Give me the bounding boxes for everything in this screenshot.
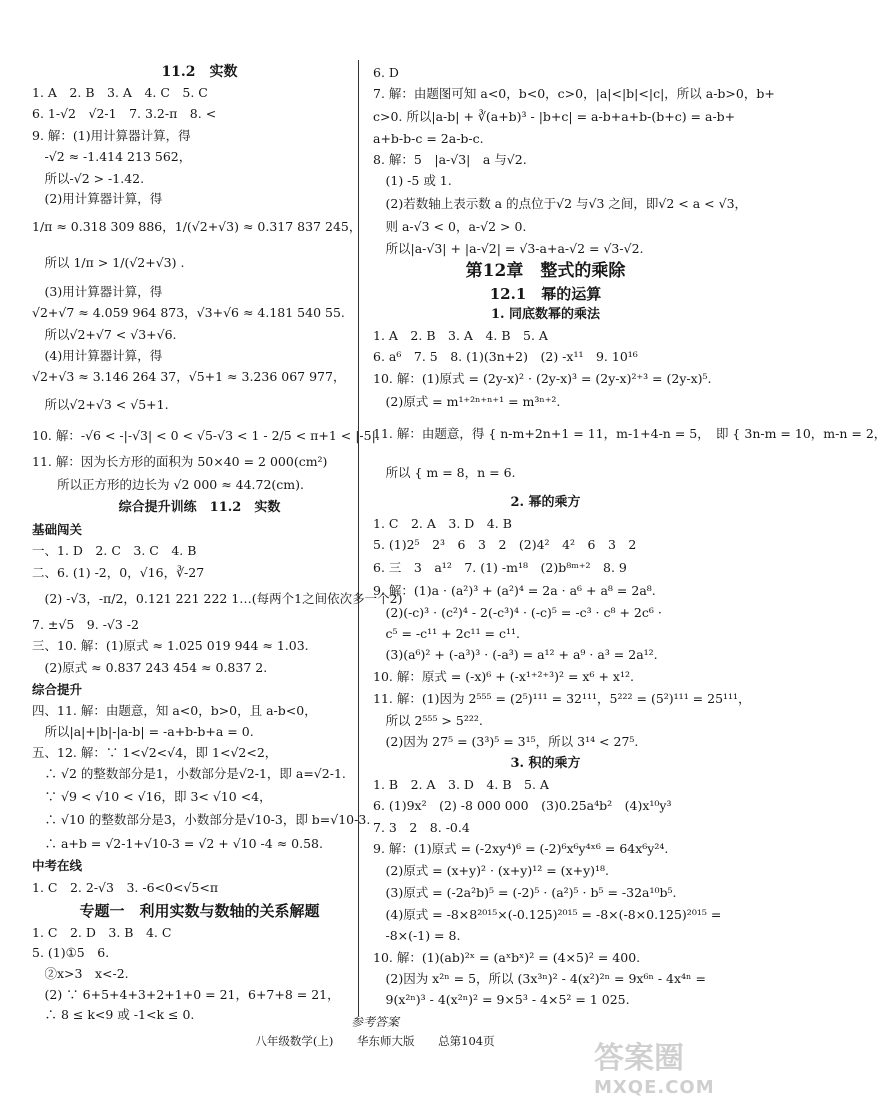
left-line: 专题一 利用实数与数轴的关系解题 bbox=[79, 902, 320, 920]
right-line: 6. (1)9x² (2) -8 000 000 (3)0.25a⁴b² (4)x¹⁰y³ bbox=[373, 798, 672, 813]
right-line: 第12章 整式的乘除 bbox=[465, 261, 626, 281]
right-line: (2)若数轴上表示数 a 的点位于√2 与√3 之间，即√2 < a < √3， bbox=[373, 196, 748, 211]
right-line: 所以|a-√3| + |a-√2| = √3-a+a-√2 = √3-√2. bbox=[373, 241, 644, 256]
right-line: 3. 积的乘方 bbox=[510, 756, 581, 771]
left-line: 所以|a|+|b|-|a-b| = -a+b-b+a = 0. bbox=[32, 724, 254, 739]
right-line: 6. 三 3 a¹² 7. (1) -m¹⁸ (2)b⁸ᵐ⁺² 8. 9 bbox=[373, 560, 627, 575]
right-line: c>0. 所以|a-b| + ∛(a+b)³ - |b+c| = a-b+a+b-(b+c) = a-b+ bbox=[373, 109, 736, 124]
watermark-logo bbox=[594, 1033, 744, 1098]
right-line: (2)原式 = (x+y)² · (x+y)¹² = (x+y)¹⁸. bbox=[373, 863, 610, 878]
left-line: 11. 解：因为长方形的面积为 50×40 = 2 000(cm²) bbox=[32, 454, 328, 469]
left-line: 9. 解：(1)用计算器计算，得 bbox=[32, 128, 191, 143]
right-line: (3)(a⁶)² + (-a³)³ · (-a³) = a¹² + a⁹ · a³ = 2a¹². bbox=[373, 647, 658, 662]
right-line: 10. 解：(1)(ab)²ˣ = (aˣbˣ)² = (4×5)² = 400. bbox=[373, 950, 641, 965]
left-line: √2+√3 ≈ 3.146 264 37，√5+1 ≈ 3.236 067 977， bbox=[32, 369, 346, 384]
left-line: 1. C 2. D 3. B 4. C bbox=[32, 925, 172, 940]
right-line: -8×(-1) = 8. bbox=[373, 928, 461, 943]
left-line: 10. 解：-√6 < -|-√3| < 0 < √5-√3 < 1 - 2/5 < π+1 < |-5|. bbox=[32, 428, 380, 443]
left-line: ∴ 8 ≤ k<9 或 -1<k ≤ 0. bbox=[32, 1007, 195, 1022]
left-line: 5. (1)①5 6. bbox=[32, 945, 110, 960]
left-line: ∴ √2 的整数部分是1，小数部分是√2-1，即 a=√2-1. bbox=[32, 766, 346, 781]
left-line: 所以-√2 > -1.42. bbox=[32, 171, 145, 186]
right-line: 6. a⁶ 7. 5 8. (1)(3n+2) (2) -x¹¹ 9. 10¹⁶ bbox=[373, 349, 638, 364]
left-line: 6. 1-√2 √2-1 7. 3.2-π 8. < bbox=[32, 106, 217, 121]
left-line: (2) -√3，-π/2，0.121 221 222 1…(每两个1之间依次多一个2) bbox=[32, 591, 403, 606]
left-line: 综合提升训练 11.2 实数 bbox=[118, 500, 281, 515]
left-line: 一、1. D 2. C 3. C 4. B bbox=[32, 543, 197, 558]
watermark-line1: 答案圈 bbox=[594, 1041, 684, 1076]
right-line: 2. 幂的乘方 bbox=[510, 495, 581, 510]
left-line: 四、11. 解：由题意，知 a<0，b>0，且 a-b<0， bbox=[32, 703, 317, 718]
right-line: 1. C 2. A 3. D 4. B bbox=[373, 516, 512, 531]
left-line: -√2 ≈ -1.414 213 562， bbox=[32, 149, 192, 164]
left-line: (2)原式 ≈ 0.837 243 454 ≈ 0.837 2. bbox=[32, 660, 268, 675]
right-line: 6. D bbox=[373, 65, 399, 80]
left-line: 二、6. (1) -2，0，√16，∛-27 bbox=[32, 565, 205, 580]
right-line: 10. 解：(1)原式 = (2y-x)² · (2y-x)³ = (2y-x)²⁺³ = (2y-x)⁵. bbox=[373, 371, 712, 386]
right-line: 1. 同底数幂的乘法 bbox=[490, 307, 601, 322]
left-line: 所以√2+√7 < √3+√6. bbox=[32, 327, 177, 342]
right-column bbox=[373, 62, 886, 1011]
right-line: (3)原式 = (-2a²b)⁵ = (-2)⁵ · (a²)⁵ · b⁵ = -32a¹⁰b⁵. bbox=[373, 885, 677, 900]
right-line: 1. A 2. B 3. A 4. B 5. A bbox=[373, 328, 548, 343]
left-line: ∴ √10 的整数部分是3，小数部分是√10-3，即 b=√10-3. bbox=[32, 812, 371, 827]
left-line: (2) ∵ 6+5+4+3+2+1+0 = 21，6+7+8 = 21， bbox=[32, 987, 340, 1002]
left-line: 基础闯关 bbox=[32, 522, 83, 537]
right-line: 10. 解：原式 = (-x)⁶ + (-x¹⁺²⁺³)² = x⁶ + x¹². bbox=[373, 669, 634, 684]
left-line: 11.2 实数 bbox=[161, 64, 238, 80]
right-line: 7. 3 2 8. -0.4 bbox=[373, 820, 470, 835]
left-line: √2+√7 ≈ 4.059 964 873，√3+√6 ≈ 4.181 540 55. bbox=[32, 305, 345, 320]
footer-title: 参考答案 bbox=[350, 1015, 399, 1029]
left-line: ∴ a+b = √2-1+√10-3 = √2 + √10 -4 ≈ 0.58. bbox=[32, 836, 323, 851]
right-line: 9. 解：(1)a · (a²)³ + (a²)⁴ = 2a · a⁶ + a⁸ = 2a⁸. bbox=[373, 583, 656, 598]
right-line: (2)原式 = m¹⁺²ⁿ⁺ⁿ⁺¹ = m³ⁿ⁺². bbox=[373, 394, 561, 409]
right-line: 11. 解：由题意，得 { n-m+2n+1 = 11，m-1+4-n = 5， 即 { 3n-m = 10，m-n = 2， bbox=[373, 426, 886, 441]
left-line: ②x>3 x<-2. bbox=[32, 966, 129, 981]
left-line: 所以 1/π > 1/(√2+√3) . bbox=[32, 255, 185, 270]
right-line: (2)(-c)³ · (c²)⁴ - 2(-c³)⁴ · (-c)⁵ = -c³ · c⁸ + 2c⁶ · bbox=[373, 605, 662, 620]
right-line: 所以 2⁵⁵⁵ > 5²²². bbox=[373, 713, 483, 728]
left-line: (3)用计算器计算，得 bbox=[32, 284, 163, 299]
right-line: 7. 解：由题图可知 a<0，b<0，c>0，|a|<|b|<|c|，所以 a-b>0，b+ bbox=[373, 86, 775, 101]
left-line: 所以正方形的边长为 √2 000 ≈ 44.72(cm). bbox=[32, 477, 305, 492]
right-line: c⁵ = -c¹¹ + 2c¹¹ = c¹¹. bbox=[373, 626, 520, 641]
left-line: 1. C 2. 2-√3 3. -6<0<√5<π bbox=[32, 880, 219, 895]
left-line: (4)用计算器计算，得 bbox=[32, 348, 163, 363]
right-line: a+b-b-c = 2a-b-c. bbox=[373, 131, 484, 146]
right-line: 则 a-√3 < 0，a-√2 > 0. bbox=[373, 219, 527, 234]
right-line: (2)因为 x²ⁿ = 5，所以 (3x³ⁿ)² - 4(x²)²ⁿ = 9x⁶ⁿ - 4x⁴ⁿ = bbox=[373, 971, 706, 986]
left-line: ∵ √9 < √10 < √16，即 3< √10 <4， bbox=[32, 789, 272, 804]
footer-page: 总第104页 bbox=[438, 1034, 495, 1048]
right-line: 11. 解：(1)因为 2⁵⁵⁵ = (2⁵)¹¹¹ = 32¹¹¹，5²²² = (5²)¹¹¹ = 25¹¹¹， bbox=[373, 691, 751, 706]
footer-grade: 八年级数学(上) bbox=[255, 1034, 334, 1048]
right-line: 所以 { m = 8，n = 6. bbox=[373, 465, 516, 480]
right-line: 5. (1)2⁵ 2³ 6 3 2 (2)4² 4² 6 3 2 bbox=[373, 537, 637, 552]
left-line: (2)用计算器计算，得 bbox=[32, 191, 163, 206]
left-line: 1. A 2. B 3. A 4. C 5. C bbox=[32, 85, 208, 100]
right-line: 1. B 2. A 3. D 4. B 5. A bbox=[373, 777, 549, 792]
left-line: 综合提升 bbox=[32, 682, 83, 697]
footer-edition: 华东师大版 bbox=[357, 1034, 415, 1048]
watermark-line2: MXQE.COM bbox=[594, 1077, 715, 1098]
right-line: 9(x²ⁿ)³ - 4(x²ⁿ)² = 9×5³ - 4×5² = 1 025. bbox=[373, 992, 630, 1007]
right-line: 9. 解：(1)原式 = (-2xy⁴)⁶ = (-2)⁶x⁶y⁴ˣ⁶ = 64x⁶y²⁴. bbox=[373, 841, 669, 856]
left-line: 五、12. 解：∵ 1<√2<√4，即 1<√2<2， bbox=[32, 745, 278, 760]
left-line: 三、10. 解：(1)原式 ≈ 1.025 019 944 ≈ 1.03. bbox=[32, 638, 309, 653]
left-line: 所以√2+√3 < √5+1. bbox=[32, 397, 169, 412]
right-line: (2)因为 27⁵ = (3³)⁵ = 3¹⁵，所以 3¹⁴ < 27⁵. bbox=[373, 734, 639, 749]
left-line: 7. ±√5 9. -√3 -2 bbox=[32, 617, 139, 632]
left-line: 1/π ≈ 0.318 309 886，1/(√2+√3) ≈ 0.317 837 245， bbox=[32, 219, 362, 234]
left-line: 中考在线 bbox=[32, 858, 83, 873]
right-line: (1) -5 或 1. bbox=[373, 173, 452, 188]
right-line: 8. 解：5 |a-√3| a 与√2. bbox=[373, 152, 527, 167]
right-line: 12.1 幂的运算 bbox=[489, 285, 602, 303]
right-line: (4)原式 = -8×8²⁰¹⁵×(-0.125)²⁰¹⁵ = -8×(-8×0.125)²⁰¹⁵ = bbox=[373, 907, 722, 922]
